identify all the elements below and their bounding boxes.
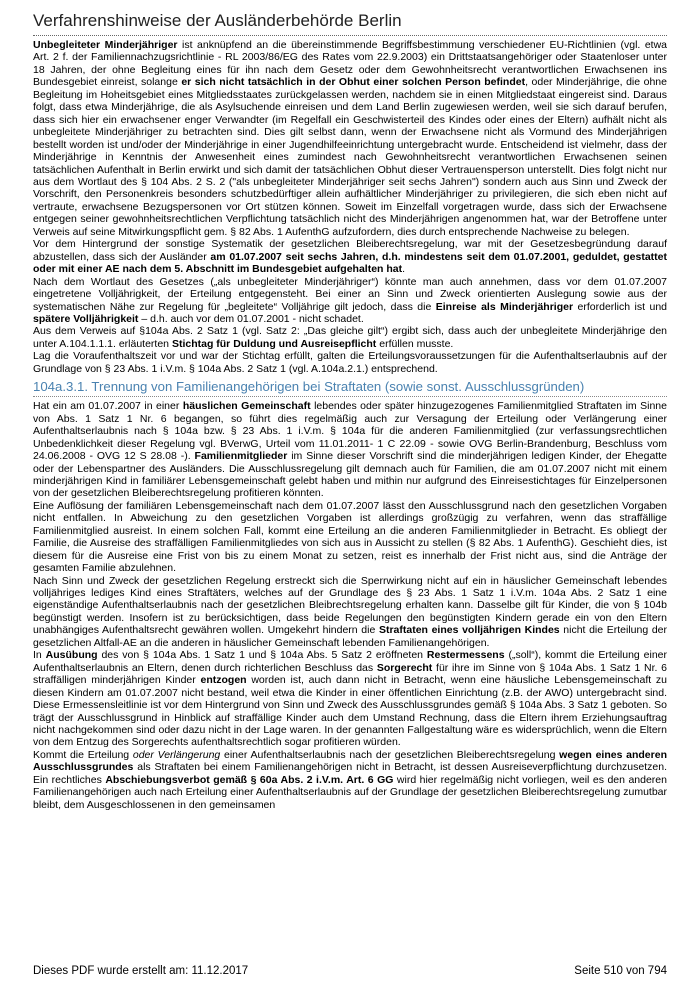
text-run: im Sinne dieser Vorschrift sind die minderjährigen ledigen Kinder, der Ehegatte oder der Lebenspartner des Ausländers. Die Ausschlussregelung gilt demnach auch für Familien, die am 01.07.2007 nicht mit einem minderjährigen Kind in familiärer Lebensgemeinschaft gelebt haben und mithin nur aufgrund des Einreisestichtages für Einzelpersonen von der gesetzlichen Bleiberechtsregelung profitieren könnten. <box>33 450 667 500</box>
bold-text: entzogen <box>200 674 247 687</box>
bold-text: Sorgerecht <box>376 661 433 674</box>
text-run: worden ist, auch dann nicht in Betracht, wenn eine häusliche Lebensgemeinschaft zu diesen Kindern am 01.07.2007 nicht bestand, weil etwa die Kinder in einer öffentlichen Einrichtung (z.B. der AWO) untergebracht sind. Diese Ermessensleitlinie ist vor dem Hintergrund von Sinn und Zweck des Ausschlussgrundes gemäß § 104a Abs. 3 Satz 1 geboten. So trägt der Ausschlussgrund in Hinblick auf straffällige Kinder auch dem Umstand Rechnung, dass die Eltern ihrem Erziehungsauftrag nicht nachgekommen sind oder dazu nicht in der Lage waren. In der genannten Fallgestaltung wäre es widersprüchlich, wenn die Eltern von dem Entzug des Sorgerechts aufenthaltsrechtlich sogar profitieren würden. <box>33 674 667 749</box>
section-body-trennung <box>33 400 667 811</box>
text-run: einer Aufenthaltserlaubnis nach der gesetzlichen Bleiberechtsregelung <box>220 748 560 761</box>
text-run: Hat ein am 01.07.2007 in einer <box>33 400 183 413</box>
text-run: („soll“), kommt die Erteilung einer Aufenthaltserlaubnis an Eltern, denen durch richterlichen Beschluss das <box>33 649 668 674</box>
paragraph <box>33 749 667 811</box>
bold-text: Straftaten eines volljährigen Kindes <box>378 624 560 637</box>
paragraph <box>33 350 667 375</box>
bold-text: häuslichen Gemeinschaft <box>182 400 311 413</box>
text-run: für ihre im Sinne von § 104a Abs. 1 Satz 1 Nr. 6 straffälligen minderjährigen Kinder <box>33 661 667 687</box>
paragraph <box>33 649 667 749</box>
text-run: . <box>402 263 406 276</box>
bold-text: Restermessens <box>426 649 505 662</box>
text-run: des von § 104a Abs. 1 Satz 1 und § 104a Abs. 5 Satz 2 eröffneten <box>97 649 427 662</box>
text-run: Kommt die Erteilung <box>33 748 133 761</box>
bold-text: Ausübung <box>45 649 98 662</box>
bold-text: am 01.07.2007 seit sechs Jahren, d.h. mindestens seit dem 01.07.2001, geduldet, gestattet oder mit einer AE nach dem 5. Abschnitt im Bundesgebiet aufgehalten hat <box>33 250 667 276</box>
text-run: erfüllen musste. <box>376 337 454 350</box>
page-footer <box>33 965 667 977</box>
paragraph <box>33 238 667 275</box>
paragraph <box>33 325 667 350</box>
bold-text: er sich nicht tatsächlich in der Obhut einer solchen Person befindet <box>181 76 526 89</box>
footer-created-date: Dieses PDF wurde erstellt am: 11.12.2017 <box>33 965 249 977</box>
bold-text: spätere Volljährigkeit <box>33 312 139 325</box>
text-run: wird hier regelmäßig nicht vorliegen, weil es den anderen Familienangehörigen auch nach Erteilung einer Aufenthaltserlaubnis auf der Grundlage der gesetzlichen Bleiberechtsregelung zumutbar bleibt, dem Ausgeschlossenen in den gemeinsamen <box>33 773 667 811</box>
bold-text: Abschiebungsverbot gemäß § 60a Abs. 2 i.V.m. Art. 6 GG <box>105 773 394 786</box>
text-run: Eine Auflösung der familiären Lebensgemeinschaft nach dem 01.07.2007 lässt den Ausschlussgrund nach den gesetzlichen Vorgaben nicht entfallen. In Abweichung zu den gesetzlichen Vorgaben ist allerdings großzügig zu verfahren, wenn das straffällige Familienmitglied ausreist. In einem solchen Fall, kommt eine Erteilung an die anderen Familienmitglieder in Betracht. Es obliegt der Familie, die Ausreise des straffälligen Familienmitgliedes von sich aus in Aussicht zu stellen (§ 82 Abs. 1 AufenthG). Geschieht dies, ist diesem für die Ausreise eine Frist von bis zu einem Monat zu setzen, reist es innerhalb der Frist nicht aus, sind die Anträge der gesamten Familie abzulehnen. <box>33 499 667 575</box>
text-run: erforderlich ist und <box>573 300 667 313</box>
bold-text: Stichtag für Duldung und Ausreisepflicht <box>171 337 377 350</box>
bold-text: Familienmitglieder <box>194 450 288 463</box>
section-body-unbegleitete-minderjaehrige <box>33 39 667 375</box>
text-run: Nach Sinn und Zweck der gesetzlichen Regelung erstreckt sich die Sperrwirkung nicht auf ein in häuslicher Gemeinschaft lebendes volljähriges lediges Kind eines Straftäters, welches auf der Grundlage des § 23 Abs. 1 Satz 1 i.V.m. 104a Abs. 2 Satz 1 eine eigenständige Aufenthaltserlaubnis nach der gesetzlichen Bleibrechtsregelung erhalten kann. Dasselbe gilt für Kinder, die von § 104b begünstigt werden. Insofern ist zu berücksichtigen, dass beide Regelungen den begünstigten Kindern gerade ein von den Eltern unabhängiges Aufenthaltsrecht gewähren wollen. Umgekehrt hindern die <box>33 574 667 637</box>
bold-text: wegen eines anderen Ausschlussgrundes <box>33 748 667 774</box>
text-run: In <box>33 649 46 662</box>
paragraph <box>33 400 667 500</box>
paragraph <box>33 500 667 575</box>
text-run: Nach dem Wortlaut des Gesetzes („als unbegleiteter Minderjähriger“) könnte man auch annehmen, dass vor dem 01.07.2007 eingetretene Volljährigkeit, der Erteilung entgegensteht. Bei einer an Sinn und Zweck orientierten Auslegung sowie aus der systematischen Nähe zur Regelung für „begleitete“ Volljährige gilt jedoch, dass die <box>33 275 667 313</box>
text-run: Vor dem Hintergrund der sonstige Systematik der gesetzlichen Bleiberechtsregelung, war mit der Gesetzesbegründung darauf abzustellen, dass sich der Ausländer <box>33 238 667 263</box>
section-heading: 104a.3.1. Trennung von Familienangehörigen bei Straftaten (sowie sonst. Ausschlussgründen) <box>33 379 667 397</box>
text-run: Aus dem Verweis auf §104a Abs. 2 Satz 1 (vgl. Satz 2: „Das gleiche gilt“) ergibt sich, dass auch der unbegleitete Minderjährige den unter A.104.1.1.1. erläuterten <box>33 325 667 350</box>
page-title: Verfahrenshinweise der Ausländerbehörde Berlin <box>33 0 667 36</box>
italic-text: oder Verlängerung <box>132 748 221 761</box>
paragraph <box>33 276 667 326</box>
text-run: , oder Minderjährige, die ohne Begleitung im Hoheitsgebiet eines Mitgliedsstaates zurückgelassen werden, nachdem sie in einen Mitgliedstaat eingereist sind. Daraus folgt, dass etwa Minderjährige, die als Asylsuchende einreisen und dem Land Berlin zugewiesen werden, weil sie sich darauf berufen, dass sich hier ein erwachsener enger Verwandter (im Regelfall ein Geschwisterteil des Kindes oder eines der Eltern) aufhält nicht als unbegleitete Minderjähriger zu betrachten sind. Dies gilt selbst dann, wenn der Erwachsene nicht als Vormund des Minderjährigen bestellt worden ist und/oder der Minderjährige in einer Jugendhilfeeinrichtung untergebracht wurde. Entscheidend ist vielmehr, dass der Minderjährige in Kenntnis der Anwesenheit eines zumindest nach Gewohnheitsrecht verantwortlichen Erwachsenen seinen tatsächlichen Aufenthalt in Berlin erwirkt und sich damit der tatsächlichen Obhut dieser Vertrauensperson unterstellt. Dies folgt nicht nur aus dem Wortlaut des § 104 Abs. 2 S. 2 ("als unbegleiteter Minderjähriger seit sechs Jahren") sondern auch aus Sinn und Zweck der Vorschrift, den Personenkreis besonders schutzbedürftiger allein aufhältlicher Minderjähriger zu privilegieren, die sich eben nicht auf vertraute, erwachsene Bezugspersonen vor Ort stützen können. Soweit im Einzelfall vorgetragen wurde, dass sich der Erwachsene entgegen seiner gewohnheitsrechtlichen Verpflichtung tatsächlich nicht des Minderjährigen angenommen hat, war der Betroffene unter Verweis auf seine Mitwirkungspflicht gem. § 82 Abs. 1 AufenthG aufzufordern, dies durch entsprechende Nachweise zu belegen. <box>33 76 667 238</box>
paragraph <box>33 39 667 238</box>
text-run: lebendes oder später hinzugezogenes Familienmitglied Straftaten im Sinne von Abs. 1 Satz 1 Nr. 6 begangen, so führt dies regelmäßig auch zur Versagung der Erteilung oder Verlängerung einer Aufenthaltserlaubnis nach § 104a bzw. § 23 Abs. 1 i.V.m. § 104a für die anderen Familienmitglied (zur verfassungsrechtlichen Unbedenklichkeit dieser Regelung vgl. BVerwG, Urteil vom 11.01.2011- 1 C 22.09 - sowie OVG Berlin-Brandenburg, Beschluss vom 24.06.2008 - OVG 12 S 28.08 -). <box>33 400 667 463</box>
text-run: – d.h. auch vor dem 01.07.2001 - nicht schadet. <box>138 312 364 325</box>
bold-text: Unbegleiteter Minderjähriger <box>33 39 178 51</box>
footer-page-number: Seite 510 von 794 <box>574 965 667 977</box>
paragraph <box>33 575 667 650</box>
text-run: als Straftaten bei einem Familienangehörigen nicht in Betracht, ist dessen Ausreiseverpflichtung durchzusetzen. Ein rechtliches <box>33 761 667 786</box>
text-run: nicht die Erteilung der gesetzlichen Altfall-AE an die anderen in häuslicher Gemeinschaft lebenden Familienangehörigen. <box>33 624 667 649</box>
text-run: ist anknüpfend an die übereinstimmende Begriffsbestimmung verschiedener EU-Richtlinien (vgl. etwa Art. 2 f. der Familiennachzugsrichtlinie - RL 2003/86/EG des Rates vom 22.9.2003) ein Drittstaatsangehöriger oder Staatenloser unter 18 Jahren, der ohne Begleitung eines für ihn nach dem Gesetz oder dem Gewohnheitsrecht verantwortlichen Erwachsenen ins Bundesgebiet einreist, solange <box>33 39 667 89</box>
bold-text: Einreise als Minderjähriger <box>435 300 574 313</box>
text-run: Lag die Voraufenthaltszeit vor und war der Stichtag erfüllt, galten die Erteilungsvoraussetzungen für die Aufenthaltserlaubnis auf der Grundlage von § 23 Abs. 1 i.V.m. § 104a Abs. 2 Satz 1 (vgl. A.104a.2.1.) entsprechend. <box>33 350 667 375</box>
